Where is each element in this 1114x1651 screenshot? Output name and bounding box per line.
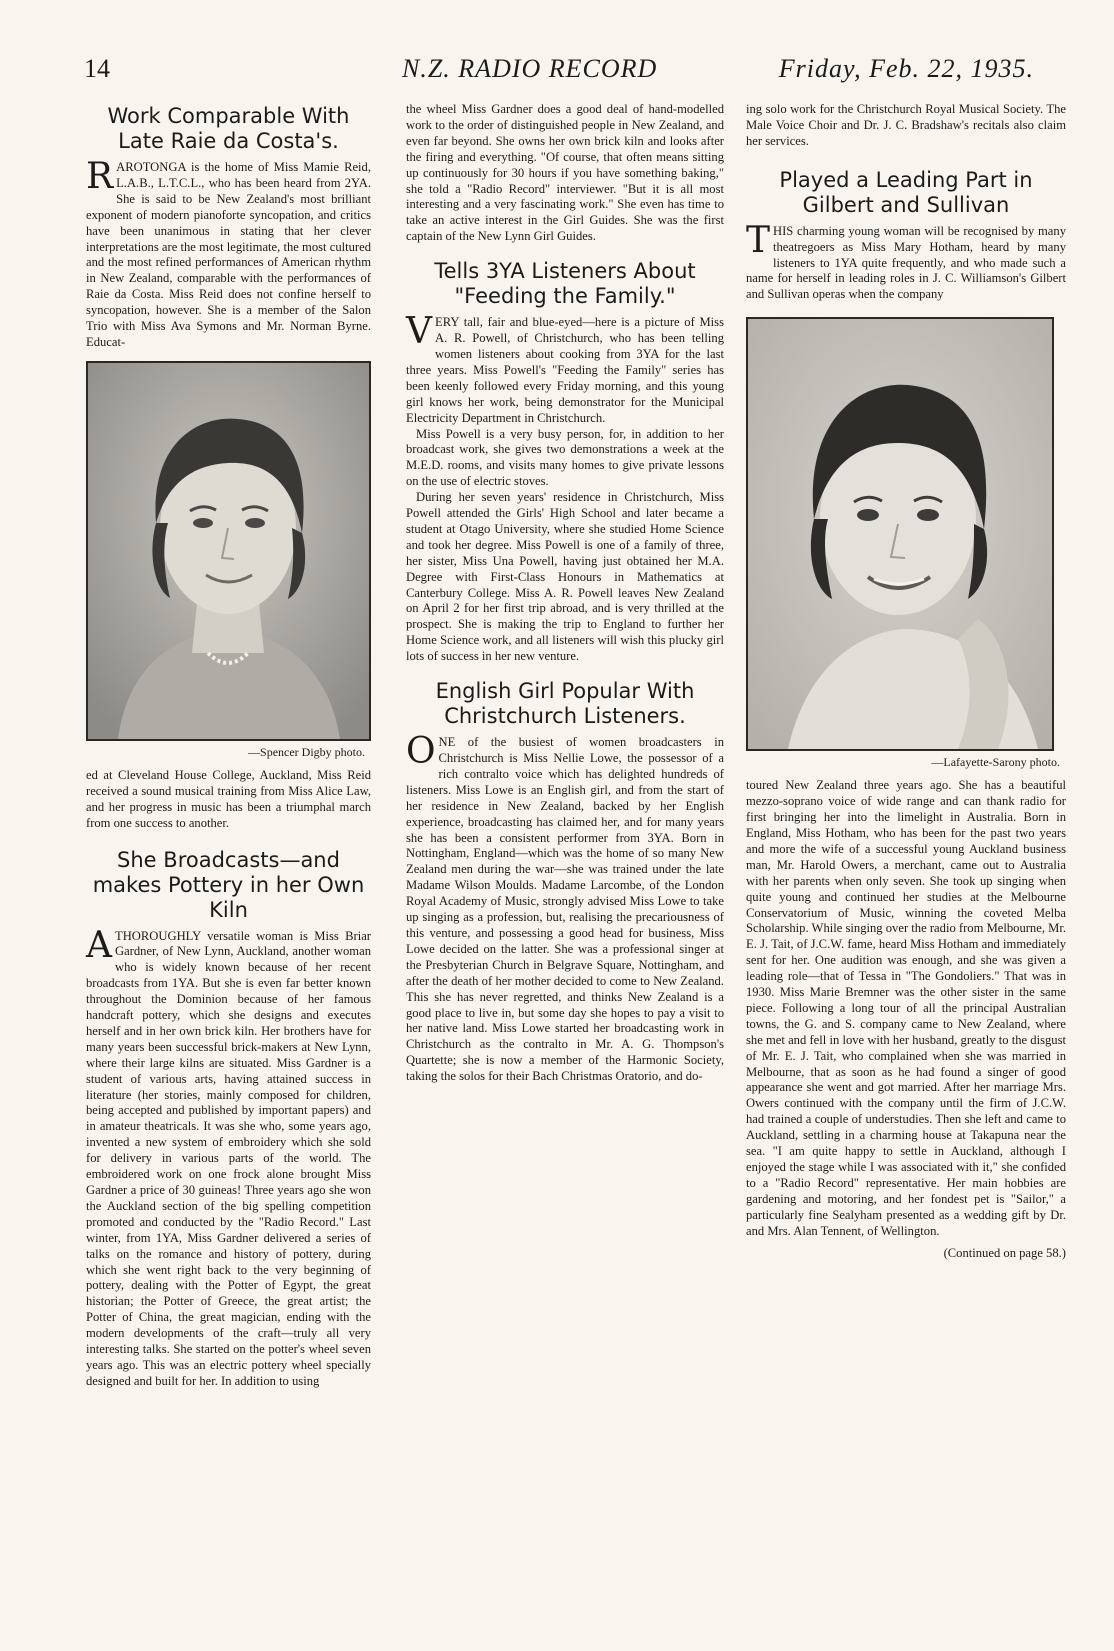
headline-reid: Work Comparable With Late Raie da Costa's. bbox=[107, 104, 350, 153]
portrait-photo-hotham bbox=[746, 317, 1054, 751]
article-reid bbox=[86, 104, 371, 832]
page-header bbox=[84, 54, 1034, 86]
column-2 bbox=[406, 102, 724, 1085]
paragraph-text: AROTONGA is the home of Miss Mamie Reid, L.A.B., L.T.C.L., who has been heard from 2YA. She is said to be New Zealand's most brilliant exponent of modern pianoforte syncopation, and critics have been unanimous in stating that her clever interpretations are the most legitimate, the most cultured and the most refined performances of American rhythm in New Zealand, comparable with the performances of Raie da Costa. Miss Reid does not confine herself to syncopation, however. She is a member of the Salon Trio with Miss Ava Symons and Mr. Norman Byrne. Educat- bbox=[86, 160, 371, 349]
paragraph-text: ERY tall, fair and blue-eyed—here is a picture of Miss A. R. Powell, of Christchurch, who has been telling women listeners about cooking from 3YA for the last three years. Miss Powell's "Feeding the Family" series has been keenly followed every Friday morning, and this young girl knows her work, being demonstrator for the Municipal Electricity Department in Christchurch. bbox=[406, 315, 724, 425]
portrait-image bbox=[748, 319, 1052, 749]
article-powell bbox=[406, 259, 724, 665]
paragraph: During her seven years' residence in Christchurch, Miss Powell attended the Girls' High School and later became a student at Otago University, where she studied Home Science and took her degree. Miss Powell is one of a family of three, her sister, Miss Una Powell, having just obtained her M.A. Degree with First-Class Honours in Mathematics at Canterbury College. Miss A. R. Powell leaves New Zealand on April 2 for her first trip abroad, and is very thrilled at the prospect. She is making the trip to England to further her Home Science work, and all listeners will wish this plucky girl lots of success in her new venture. bbox=[406, 490, 724, 664]
paragraph bbox=[746, 219, 1066, 304]
paragraph: Miss Powell is a very busy person, for, in addition to her broadcast work, she gives two demonstrations a week at the M.E.D. rooms, and visits many homes to give private lessons on the use of electric stoves. bbox=[406, 426, 724, 489]
drop-cap: A bbox=[86, 924, 112, 966]
drop-cap: V bbox=[406, 311, 432, 353]
portrait-photo-reid bbox=[86, 361, 371, 741]
drop-cap: O bbox=[406, 731, 436, 773]
article-hotham bbox=[746, 168, 1066, 1261]
paragraph: the wheel Miss Gardner does a good deal of hand-modelled work to the order of distinguished people in New Zealand, and even far beyond. She owns her own brick kiln and looks after the firing and everything. "Of course, that often means sitting up continuously for 30 hours if you have something baking," she told a "Radio Record" interviewer. "But it is all most interesting and a very fascinating work." She even has time to take an active interest in the Girl Guides. She was the first captain of the New Lynn Girl Guides. bbox=[406, 102, 724, 244]
page-number: 14 bbox=[84, 54, 110, 83]
column-3 bbox=[746, 102, 1066, 1261]
drop-cap: R bbox=[86, 156, 114, 197]
headline-powell: Tells 3YA Listeners About "Feeding the Family." bbox=[434, 259, 696, 309]
paragraph: ing solo work for the Christchurch Royal Musical Society. The Male Voice Choir and Dr. J. C. Bradshaw's recitals also claim her services. bbox=[746, 102, 1066, 148]
portrait-image bbox=[88, 363, 369, 739]
paragraph: toured New Zealand three years ago. She has a beautiful mezzo-soprano voice of wide range and can thank radio for first bringing her into the limelight in Australia. Born in England, Miss Hotham, who has been for the past two years and more the wife of a successful young Auckland business man, Mr. Harold Owers, a merchant, came out to Australia with her parents when only seven. She took up singing when quite young and continued her studies at the Melbourne Conservatorium of Music, winning the coveted Melba Scholarship. While singing over the radio from Melbourne, Mr. E. J. Tait, of J.C.W. fame, heard Miss Hotham and immediately sent for her. One audition was enough, and she was given a leading role—that of Tessa in "The Gondoliers." That was in 1930. Miss Marie Bremner was the other sister in the same piece. Following a long tour of all the principal Australian towns, the G. and S. company came to New Zealand, where she met and fell in love with her husband, greatly to the disgust of Mr. E. J. Tait, who complained when she was married in Melbourne, that as soon as he had found a singer of good appearance she went and got married. After her marriage Mrs. Owers continued with the company until the firm of J.C.W. had trained a couple of understudies. Then she left and came to Auckland, settling in a charming house at Takapuna near the sea. "I am quite happy to settle in Auckland, although I enjoyed the stage while I was associated with it," she confided to a "Radio Record" representative. Her main hobbies are gardening and motoring, and her fondest pet is "Sailor," a particularly fine Sealyham presented as a wedding gift by Dr. and Mrs. Alan Tennent, of Wellington. bbox=[746, 778, 1066, 1238]
drop-cap: T bbox=[746, 219, 771, 261]
photo-credit-reid: —Spencer Digby photo. bbox=[248, 744, 365, 759]
headline-hotham: Played a Leading Part in Gilbert and Sullivan bbox=[779, 167, 1033, 217]
issue-date: Friday, Feb. 22, 1935. bbox=[778, 54, 1034, 83]
headline-gardner: She Broadcasts—and makes Pottery in her Own Kiln bbox=[92, 847, 365, 922]
paragraph bbox=[86, 924, 371, 1390]
photo-credit-hotham: —Lafayette-Sarony photo. bbox=[931, 755, 1060, 770]
paragraph-text: NE of the busiest of women broadcasters in Christchurch is Miss Nellie Lowe, the possessor of a rich contralto voice which has delighted hundreds of listeners. Miss Lowe is an English girl, and from the start of her residence in New Zealand, backed by her English experience, broadcasting has claimed her, and for many years she has been a consistent performer from 3YA. Born in Nottingham, England—which was the home of so many New Zealand men during the war—she was trained under the late Madame Wilson Moulds. Madame Larcombe, of the London Royal Academy of Music, strongly advised Miss Lowe to take up singing as a profession, but, realising the precariousness of this venture, and possessing a good head for business, Miss Lowe decided on the latter. She was a professional singer at the Presbyterian Church in Belgrave Square, Nottingham, and after the death of her mother decided to come to New Zealand. This she has never regretted, and thinks New Zealand is a good place to live in, but some day she hopes to pay a visit to her native land. Miss Lowe started her broadcasting work in Christchurch as the contralto in Mr. A. G. Thompson's Quartette; she is now a member of the Harmonic Society, taking the solos for their Bach Christmas Oratorio, and do- bbox=[406, 735, 724, 1084]
paragraph-text: HIS charming young woman will be recognised by many theatregoers as Miss Mary Hotham, heard by many listeners to 1YA quite frequently, and who made such a name for herself in leading roles in J. C. Williamson's Gilbert and Sullivan operas when the company bbox=[746, 223, 1066, 302]
paragraph: ed at Cleveland House College, Auckland, Miss Reid received a sound musical training from Miss Alice Law, and her progress in music has been a triumphal march from one success to another. bbox=[86, 767, 371, 830]
paragraph-text: THOROUGHLY versatile woman is Miss Briar Gardner, of New Lynn, Auckland, another woman who is widely known because of her recent broadcasts from 1YA. But she is even far better known throughout the Dominion because of her famous handcraft pottery, which she designs and executes herself and in her own brick kiln. Her brothers have for many years been successful brick-makers at New Lynn, where their large kilns are situated. Miss Gardner is a student of various arts, having attained success in literature (her stories, mainly composed for children, being accepted and published by important papers) and in amateur theatricals. It was she who, some years ago, invented a new system of embroidery which she sold for delivery in various parts of the world. The embroidered work on one frock alone brought Miss Gardner a price of 30 guineas! Three years ago she won the Auckland section of the big spelling competition promoted and conducted by the "Radio Record." Last winter, from 1YA, Miss Gardner delivered a series of talks on the romance and history of pottery, during which she went right back to the very beginning of pottery, dealing with the Potter of Egypt, the great historian; the Potter of Greece, the great artist; the Potter of China, the great magician, ending with the modern developments of the craft—truly all very interesting talks. She started on the potter's wheel seven years ago. This was an electric pottery wheel specially designed and built for her. In addition to using bbox=[86, 928, 371, 1388]
paragraph bbox=[406, 731, 724, 1085]
paragraph bbox=[406, 311, 724, 426]
headline-lowe: English Girl Popular With Christchurch Listeners. bbox=[435, 679, 695, 729]
column-1 bbox=[86, 100, 371, 1390]
masthead: N.Z. RADIO RECORD bbox=[402, 54, 658, 83]
article-gardner bbox=[86, 848, 371, 1390]
paragraph bbox=[86, 156, 371, 351]
article-lowe bbox=[406, 679, 724, 1085]
continued-note: (Continued on page 58.) bbox=[943, 1245, 1066, 1260]
